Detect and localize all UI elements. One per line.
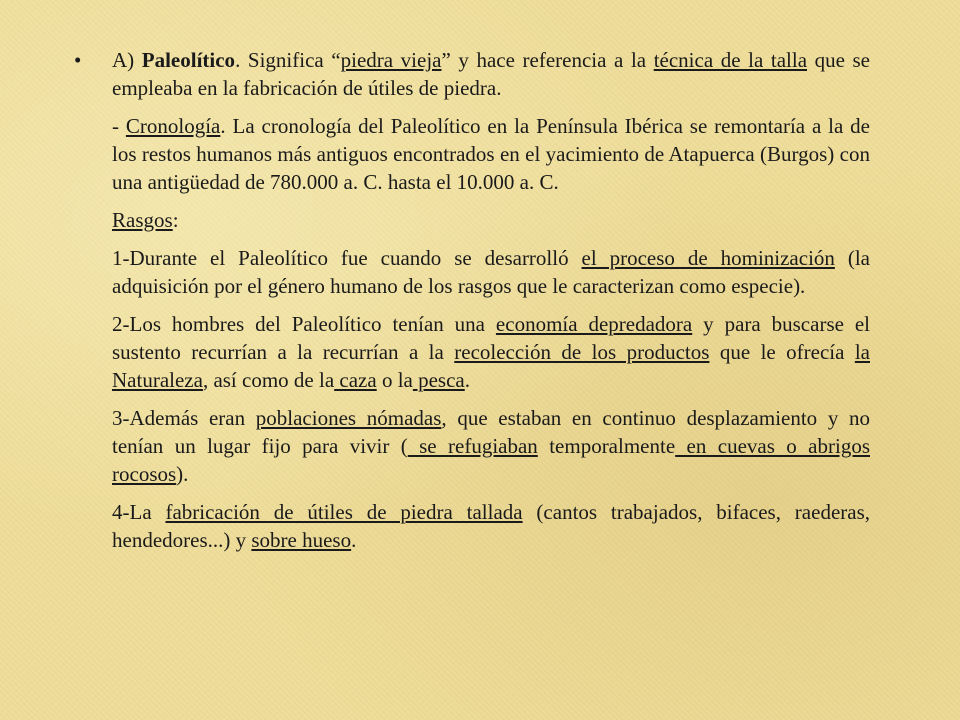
bullet-marker: • [74,48,82,72]
text-run: 4-La [112,500,166,524]
text-run: A) [112,48,142,72]
term-hominizacion: el proceso de hominización [581,246,835,270]
text-run: ). [176,462,189,486]
paragraph-cronologia [112,112,870,196]
term-pesca: pesca [412,368,465,392]
paragraph-rasgos-heading [112,206,870,234]
paragraph-paleolitico [112,46,870,102]
text-run: y para buscarse el sustento recurrían a la recurrían a la [112,312,871,364]
text-run: . Significa “ [235,48,341,72]
text-run: . La cronología del Paleolítico en la Península Ibérica se remontaría a la de los restos humanos más antiguos encontrados en el yacimiento de Atapuerca (Burgos) con una antigüedad de 780.000 a. C. hasta el 10.000 a. C. [112,114,870,194]
slide-body [74,46,871,554]
term-rasgos: Rasgos [112,208,173,232]
text-run: . [464,368,470,392]
term-utiles-piedra-tallada: fabricación de útiles de piedra tallada [165,500,523,524]
text-run: - [112,114,126,138]
text-run: (cantos trabajados, bifaces, raederas, hendedores...) y [112,500,870,552]
term-naturaleza: la Naturaleza [112,340,870,392]
term-recoleccion: recolección de los productos [454,340,710,364]
term-paleolitico: Paleolítico [141,48,236,72]
term-caza: caza [334,368,377,392]
text-run: 2-Los hombres del Paleolítico tenían una [112,312,496,336]
term-economia-depredadora: economía depredadora [495,312,693,336]
text-run: (la adquisición por el género humano de los rasgos que le caracterizan como especie). [112,246,870,298]
text-run: , así como de la [202,368,335,392]
term-piedra-vieja: piedra vieja [340,48,442,72]
text-run: , que estaban en continuo desplazamiento y no tenían un lugar fijo para vivir ( [112,406,871,458]
term-poblaciones-nomadas: poblaciones nómadas [255,406,442,430]
paragraph-rasgo-2 [112,310,870,394]
text-run: que se empleaba en la fabricación de útiles de piedra. [112,48,870,100]
text-run: o la [376,368,413,392]
text-run: que le ofrecía [709,340,855,364]
term-cuevas-abrigos: en cuevas o abrigos rocosos [112,434,870,486]
term-tecnica-talla: técnica de la talla [653,48,808,72]
paragraph-rasgo-1 [112,244,870,300]
text-run: 3-Además eran [112,406,256,430]
text-run: ” y hace referencia a la [441,48,654,72]
term-cronologia: Cronología [125,114,221,138]
text-run: . [351,528,357,552]
term-se-refugiaban: se refugiaban [407,434,538,458]
text-run: 1-Durante el Paleolítico fue cuando se desarrolló [112,246,582,270]
paragraph-rasgo-4 [112,498,870,554]
paragraph-rasgo-3 [112,404,870,488]
text-run: : [172,208,179,232]
term-sobre-hueso: sobre hueso [251,528,352,552]
text-run: temporalmente [537,434,676,458]
